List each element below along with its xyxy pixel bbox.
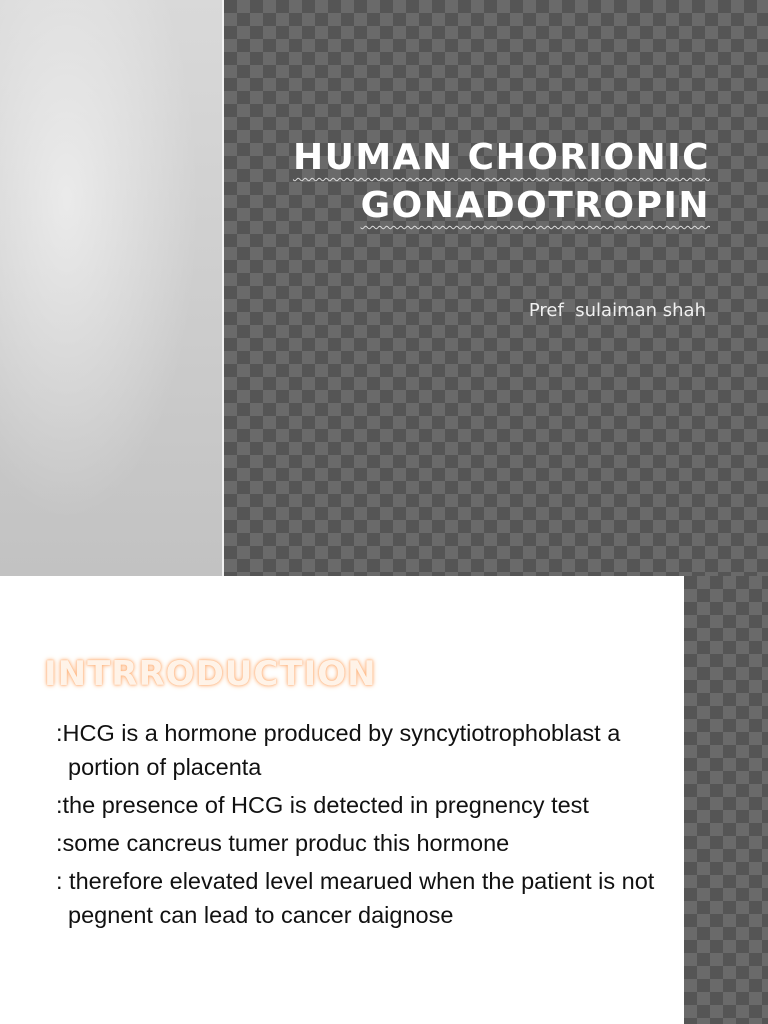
bullet-item: :some cancreus tumer produc this hormone xyxy=(56,830,510,856)
gradient-panel xyxy=(0,0,222,576)
patterned-panel xyxy=(224,0,768,576)
intro-heading: INTRRODUCTION xyxy=(44,654,377,694)
bullet-item: : therefore elevated level mearued when the patient is not pegnent can lead to cancer daignose xyxy=(56,868,655,928)
intro-slide xyxy=(0,576,768,1024)
bullet-list xyxy=(50,716,660,936)
slide-title xyxy=(293,134,710,230)
bullet-item: :the presence of HCG is detected in pregnency test xyxy=(56,792,589,818)
bullet-item: :HCG is a hormone produced by syncytiotrophoblast a portion of placenta xyxy=(56,720,621,780)
title-line-1: HUMAN CHORIONIC xyxy=(292,137,710,178)
title-line-2: GONADOTROPIN xyxy=(360,185,710,226)
patterned-strip xyxy=(684,576,768,1024)
author-name: Pref sulaiman shah xyxy=(528,300,706,321)
